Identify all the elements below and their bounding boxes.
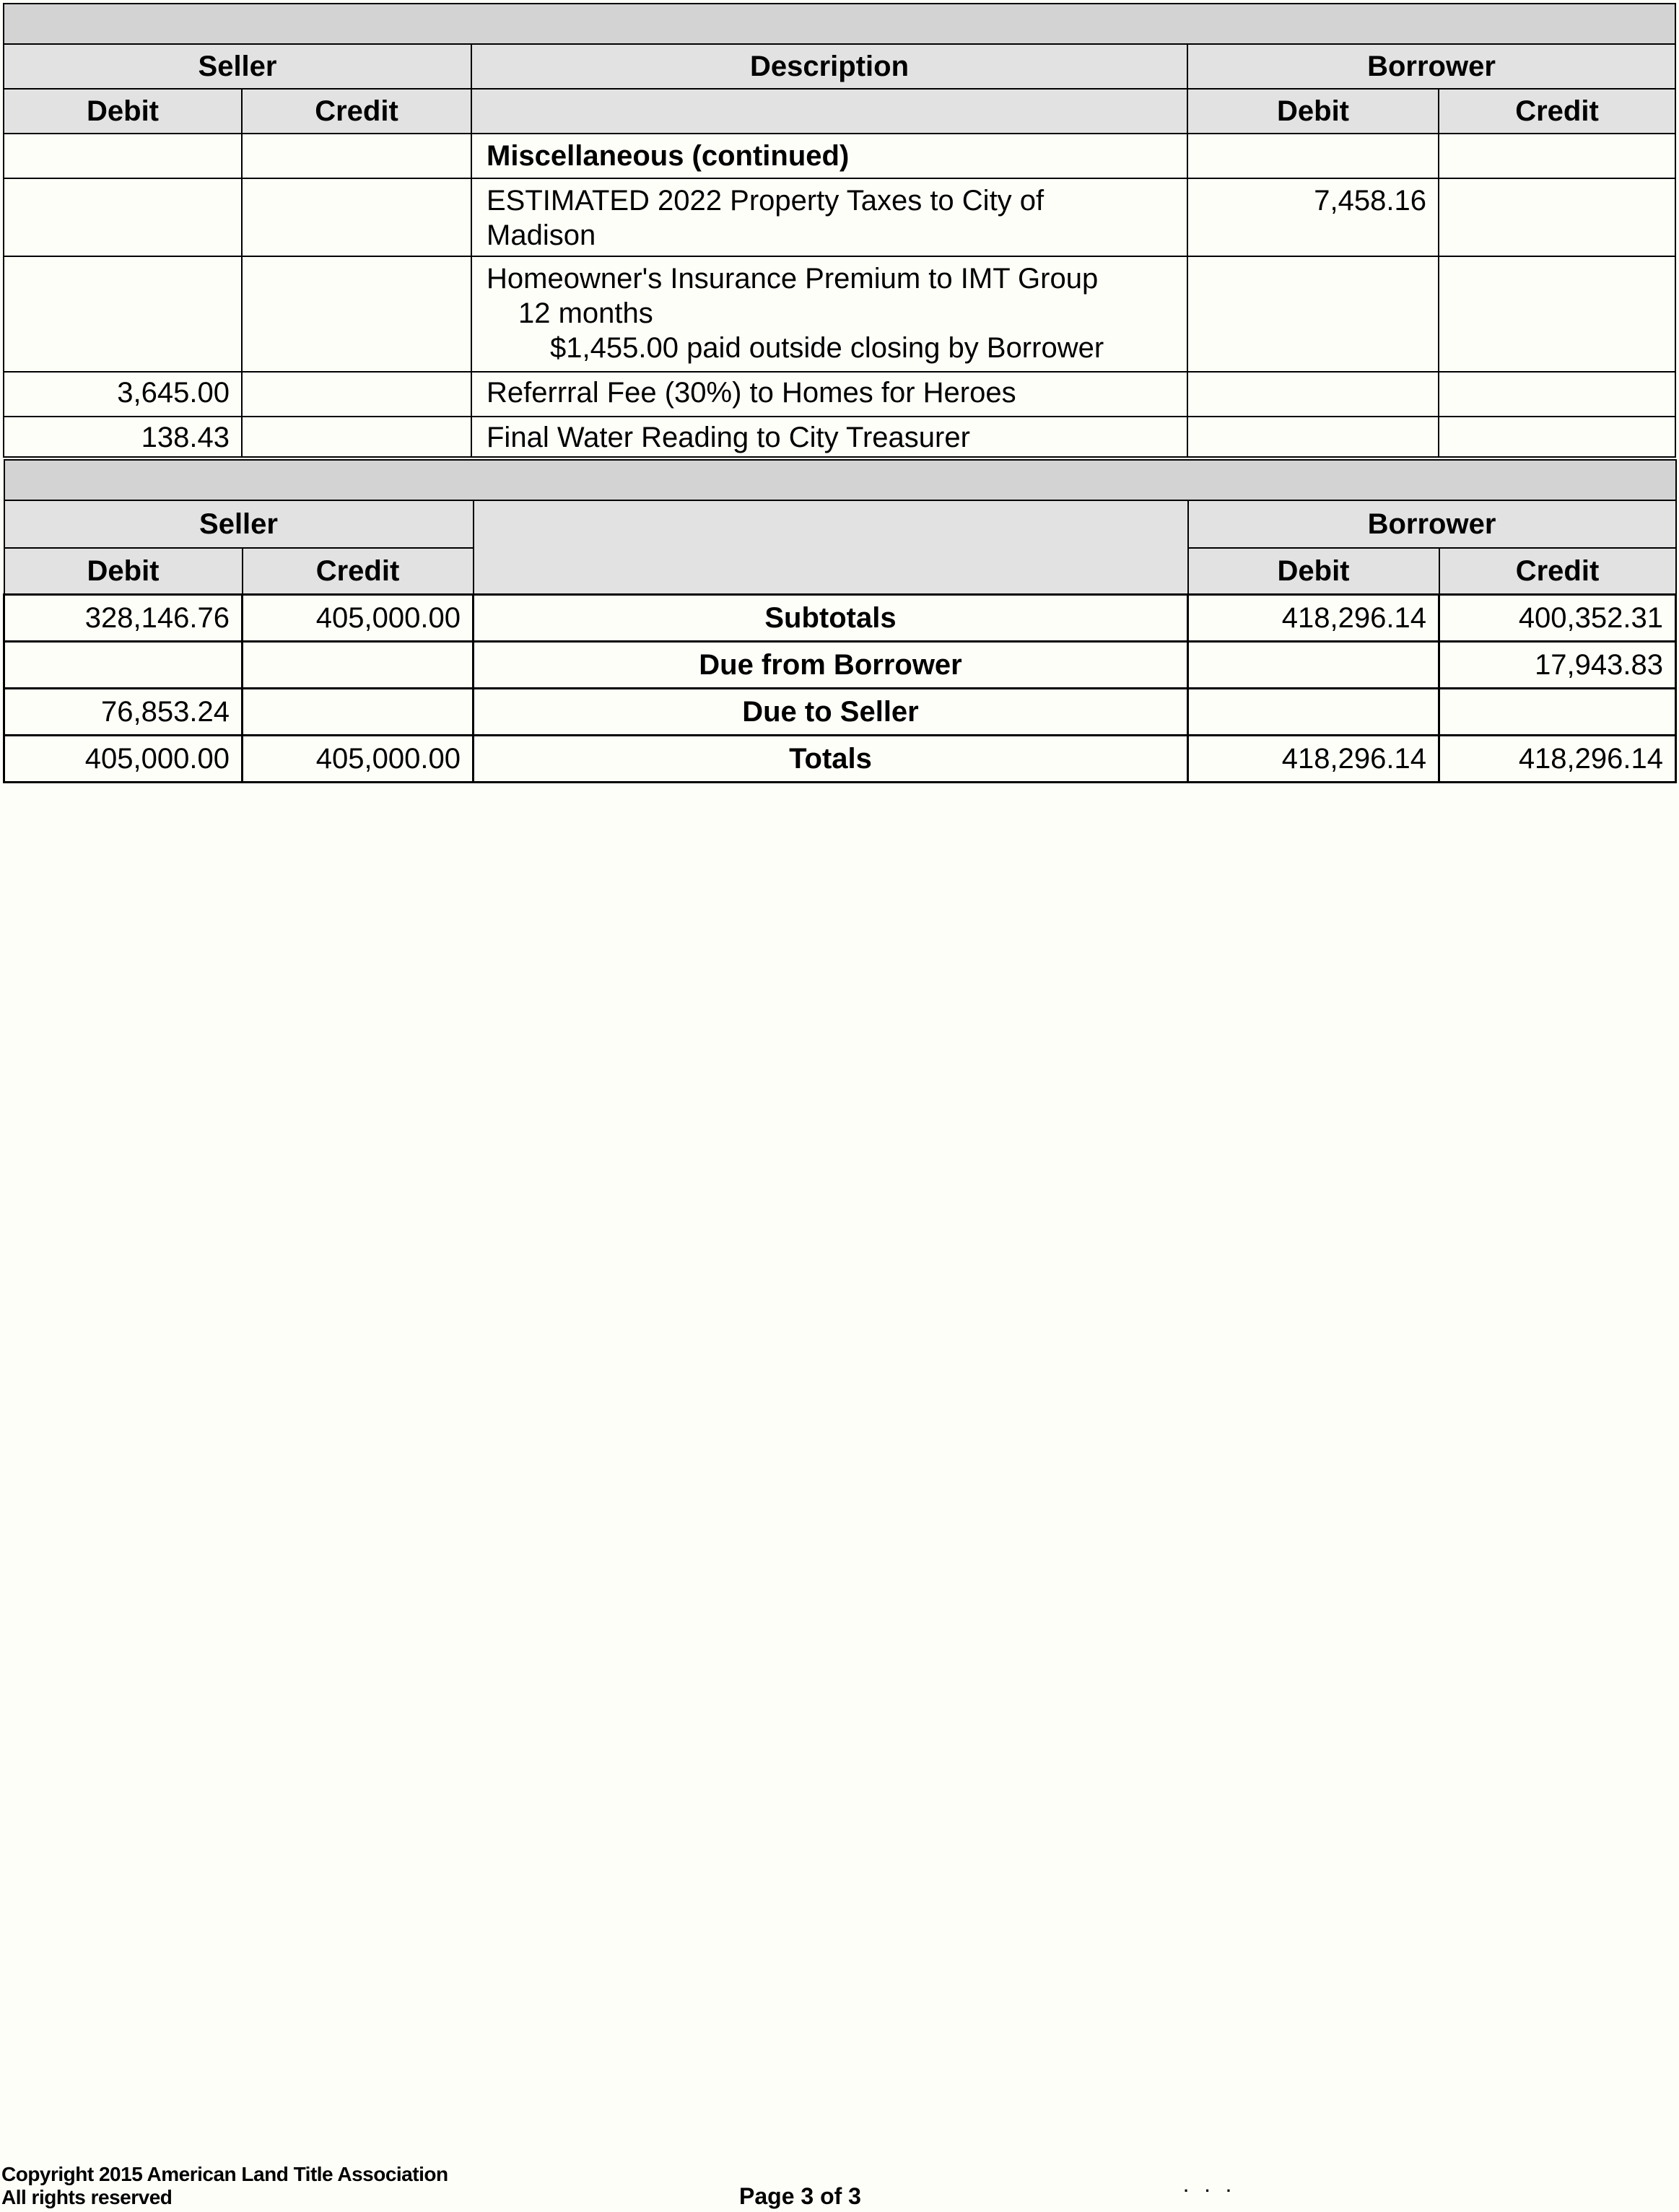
subtotals-borrower-debit: 418,296.14 [1188,594,1439,641]
table-row-insurance [4,256,1675,372]
summary-band [4,460,1676,500]
subtotals-seller-debit: 328,146.76 [4,594,243,641]
sub-header-row [4,89,1675,134]
summary-seller-credit-header: Credit [243,548,474,594]
due-to-seller-debit: 76,853.24 [4,688,243,735]
insurance-description: Homeowner's Insurance Premium to IMT Group 12 months $1,455.00 paid outside closing by Borrower [471,256,1187,372]
footer-marks: · · · [1184,2182,1238,2200]
settlement-line-items-table [3,3,1676,458]
due-to-seller-row [4,688,1676,735]
subtotals-label: Subtotals [474,594,1188,641]
subtotals-seller-credit: 405,000.00 [243,594,474,641]
group-header-row [4,44,1675,89]
table-row-misc [4,134,1675,178]
description-header: Description [471,44,1187,89]
summary-borrower-header: Borrower [1188,500,1676,548]
borrower-debit-header: Debit [1187,89,1439,134]
misc-section-title: Miscellaneous (continued) [471,134,1187,178]
taxes-borrower-debit: 7,458.16 [1187,178,1439,256]
water-description: Final Water Reading to City Treasurer [471,417,1187,457]
settlement-summary-table [3,459,1677,783]
subtotals-borrower-credit: 400,352.31 [1439,594,1676,641]
summary-seller-header: Seller [4,500,474,548]
totals-borrower-debit: 418,296.14 [1188,735,1439,782]
top-band [4,4,1675,44]
summary-seller-debit-header: Debit [4,548,243,594]
table-row-referral [4,372,1675,417]
page-number: Page 3 of 3 [739,2183,861,2209]
seller-debit-header: Debit [4,89,242,134]
subtotals-row [4,594,1676,641]
summary-group-header-row [4,500,1676,548]
seller-header: Seller [4,44,471,89]
summary-borrower-credit-header: Credit [1439,548,1676,594]
referral-seller-debit: 3,645.00 [4,372,242,417]
totals-borrower-credit: 418,296.14 [1439,735,1676,782]
referral-description: Referrral Fee (30%) to Homes for Heroes [471,372,1187,417]
table-row-taxes [4,178,1675,256]
totals-label: Totals [474,735,1188,782]
due-to-seller-label: Due to Seller [474,688,1188,735]
due-from-borrower-label: Due from Borrower [474,641,1188,688]
totals-seller-credit: 405,000.00 [243,735,474,782]
summary-borrower-debit-header: Debit [1188,548,1439,594]
taxes-description: ESTIMATED 2022 Property Taxes to City of Madison [471,178,1187,256]
borrower-credit-header: Credit [1439,89,1675,134]
borrower-header: Borrower [1187,44,1675,89]
water-seller-debit: 138.43 [4,417,242,457]
totals-seller-debit: 405,000.00 [4,735,243,782]
totals-row [4,735,1676,782]
due-from-borrower-row [4,641,1676,688]
table-row-water [4,417,1675,457]
copyright-notice: Copyright 2015 American Land Title Association All rights reserved [1,2163,448,2208]
due-from-borrower-credit: 17,943.83 [1439,641,1676,688]
seller-credit-header: Credit [242,89,471,134]
